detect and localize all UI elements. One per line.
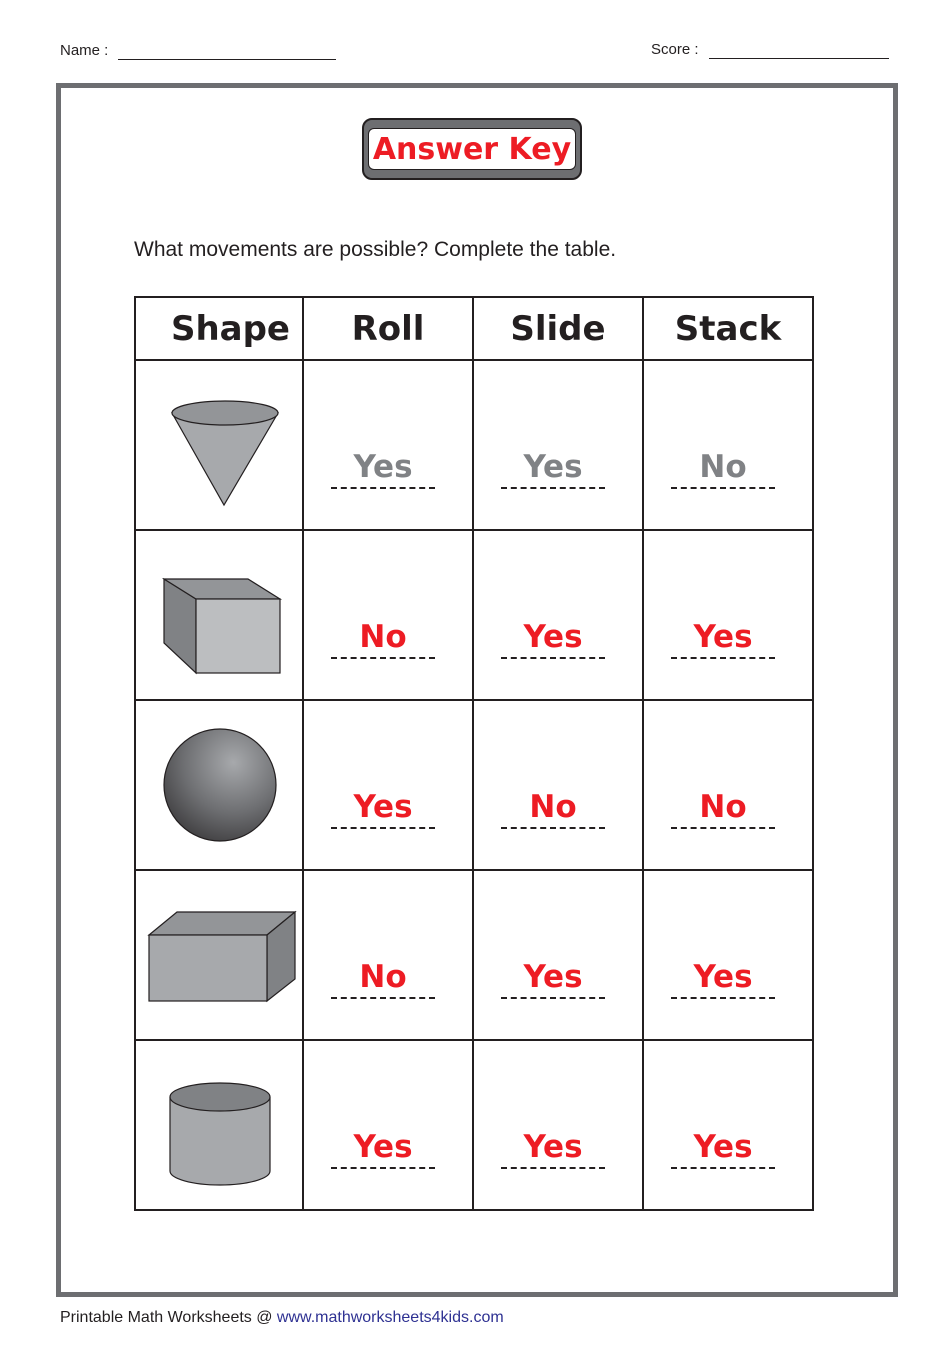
answer-text: Yes <box>523 449 583 485</box>
shape-cell <box>135 530 303 700</box>
sphere-icon <box>136 701 304 869</box>
answer-blank[interactable] <box>671 781 775 829</box>
stack-answer-cell[interactable] <box>643 700 813 870</box>
answer-text: Yes <box>353 1129 413 1165</box>
table-header-row <box>135 297 813 360</box>
answer-blank[interactable] <box>671 951 775 999</box>
stack-answer-cell[interactable] <box>643 1040 813 1210</box>
slide-answer-cell[interactable] <box>473 700 643 870</box>
stack-answer-cell[interactable] <box>643 530 813 700</box>
answer-text: Yes <box>523 619 583 655</box>
answer-blank[interactable] <box>501 441 605 489</box>
roll-answer-cell[interactable] <box>303 360 473 530</box>
stack-answer-cell[interactable] <box>643 360 813 530</box>
answer-text: Yes <box>693 959 753 995</box>
column-header-shape: Shape <box>135 297 303 360</box>
slide-answer-cell[interactable] <box>473 1040 643 1210</box>
shape-cell <box>135 870 303 1040</box>
answer-text: Yes <box>353 449 413 485</box>
cylinder-icon <box>136 1041 304 1209</box>
answer-key-badge <box>362 118 582 180</box>
slide-answer-cell[interactable] <box>473 530 643 700</box>
answer-blank[interactable] <box>501 781 605 829</box>
answer-blank[interactable] <box>671 1121 775 1169</box>
answer-blank[interactable] <box>501 1121 605 1169</box>
answer-text: No <box>699 449 747 485</box>
answer-text: No <box>699 789 747 825</box>
cube-icon <box>136 531 304 699</box>
answer-text: Yes <box>693 1129 753 1165</box>
answer-blank[interactable] <box>501 611 605 659</box>
score-field[interactable] <box>709 58 889 59</box>
table-row <box>135 530 813 700</box>
roll-answer-cell[interactable] <box>303 1040 473 1210</box>
footer <box>60 1309 504 1327</box>
stack-answer-cell[interactable] <box>643 870 813 1040</box>
answer-blank[interactable] <box>331 951 435 999</box>
table-row <box>135 1040 813 1210</box>
roll-answer-cell[interactable] <box>303 700 473 870</box>
answer-text: Yes <box>693 619 753 655</box>
table-row <box>135 700 813 870</box>
cone-icon <box>136 361 304 529</box>
score-label: Score : <box>651 41 699 58</box>
movement-table <box>134 296 814 1211</box>
rectangular-prism-icon <box>136 871 304 1039</box>
answer-text: No <box>529 789 577 825</box>
column-header-roll: Roll <box>303 297 473 360</box>
answer-blank[interactable] <box>331 611 435 659</box>
answer-text: Yes <box>523 1129 583 1165</box>
instruction-text: What movements are possible? Complete the table. <box>134 238 617 261</box>
name-field[interactable] <box>118 59 336 60</box>
slide-answer-cell[interactable] <box>473 870 643 1040</box>
shape-cell <box>135 1040 303 1210</box>
answer-blank[interactable] <box>331 781 435 829</box>
footer-link[interactable]: www.mathworksheets4kids.com <box>276 1309 504 1326</box>
answer-text: Yes <box>523 959 583 995</box>
roll-answer-cell[interactable] <box>303 870 473 1040</box>
shape-cell <box>135 700 303 870</box>
answer-text: No <box>359 959 407 995</box>
footer-label: Printable Math Worksheets @ <box>60 1309 277 1326</box>
answer-blank[interactable] <box>501 951 605 999</box>
table-row <box>135 870 813 1040</box>
roll-answer-cell[interactable] <box>303 530 473 700</box>
shape-cell <box>135 360 303 530</box>
answer-text: Yes <box>353 789 413 825</box>
column-header-slide: Slide <box>473 297 643 360</box>
column-header-stack: Stack <box>643 297 813 360</box>
answer-blank[interactable] <box>331 441 435 489</box>
answer-blank[interactable] <box>671 441 775 489</box>
answer-blank[interactable] <box>671 611 775 659</box>
answer-text: No <box>359 619 407 655</box>
slide-answer-cell[interactable] <box>473 360 643 530</box>
table-row <box>135 360 813 530</box>
name-label: Name : <box>60 42 109 59</box>
answer-blank[interactable] <box>331 1121 435 1169</box>
answer-key-label: Answer Key <box>368 128 576 170</box>
